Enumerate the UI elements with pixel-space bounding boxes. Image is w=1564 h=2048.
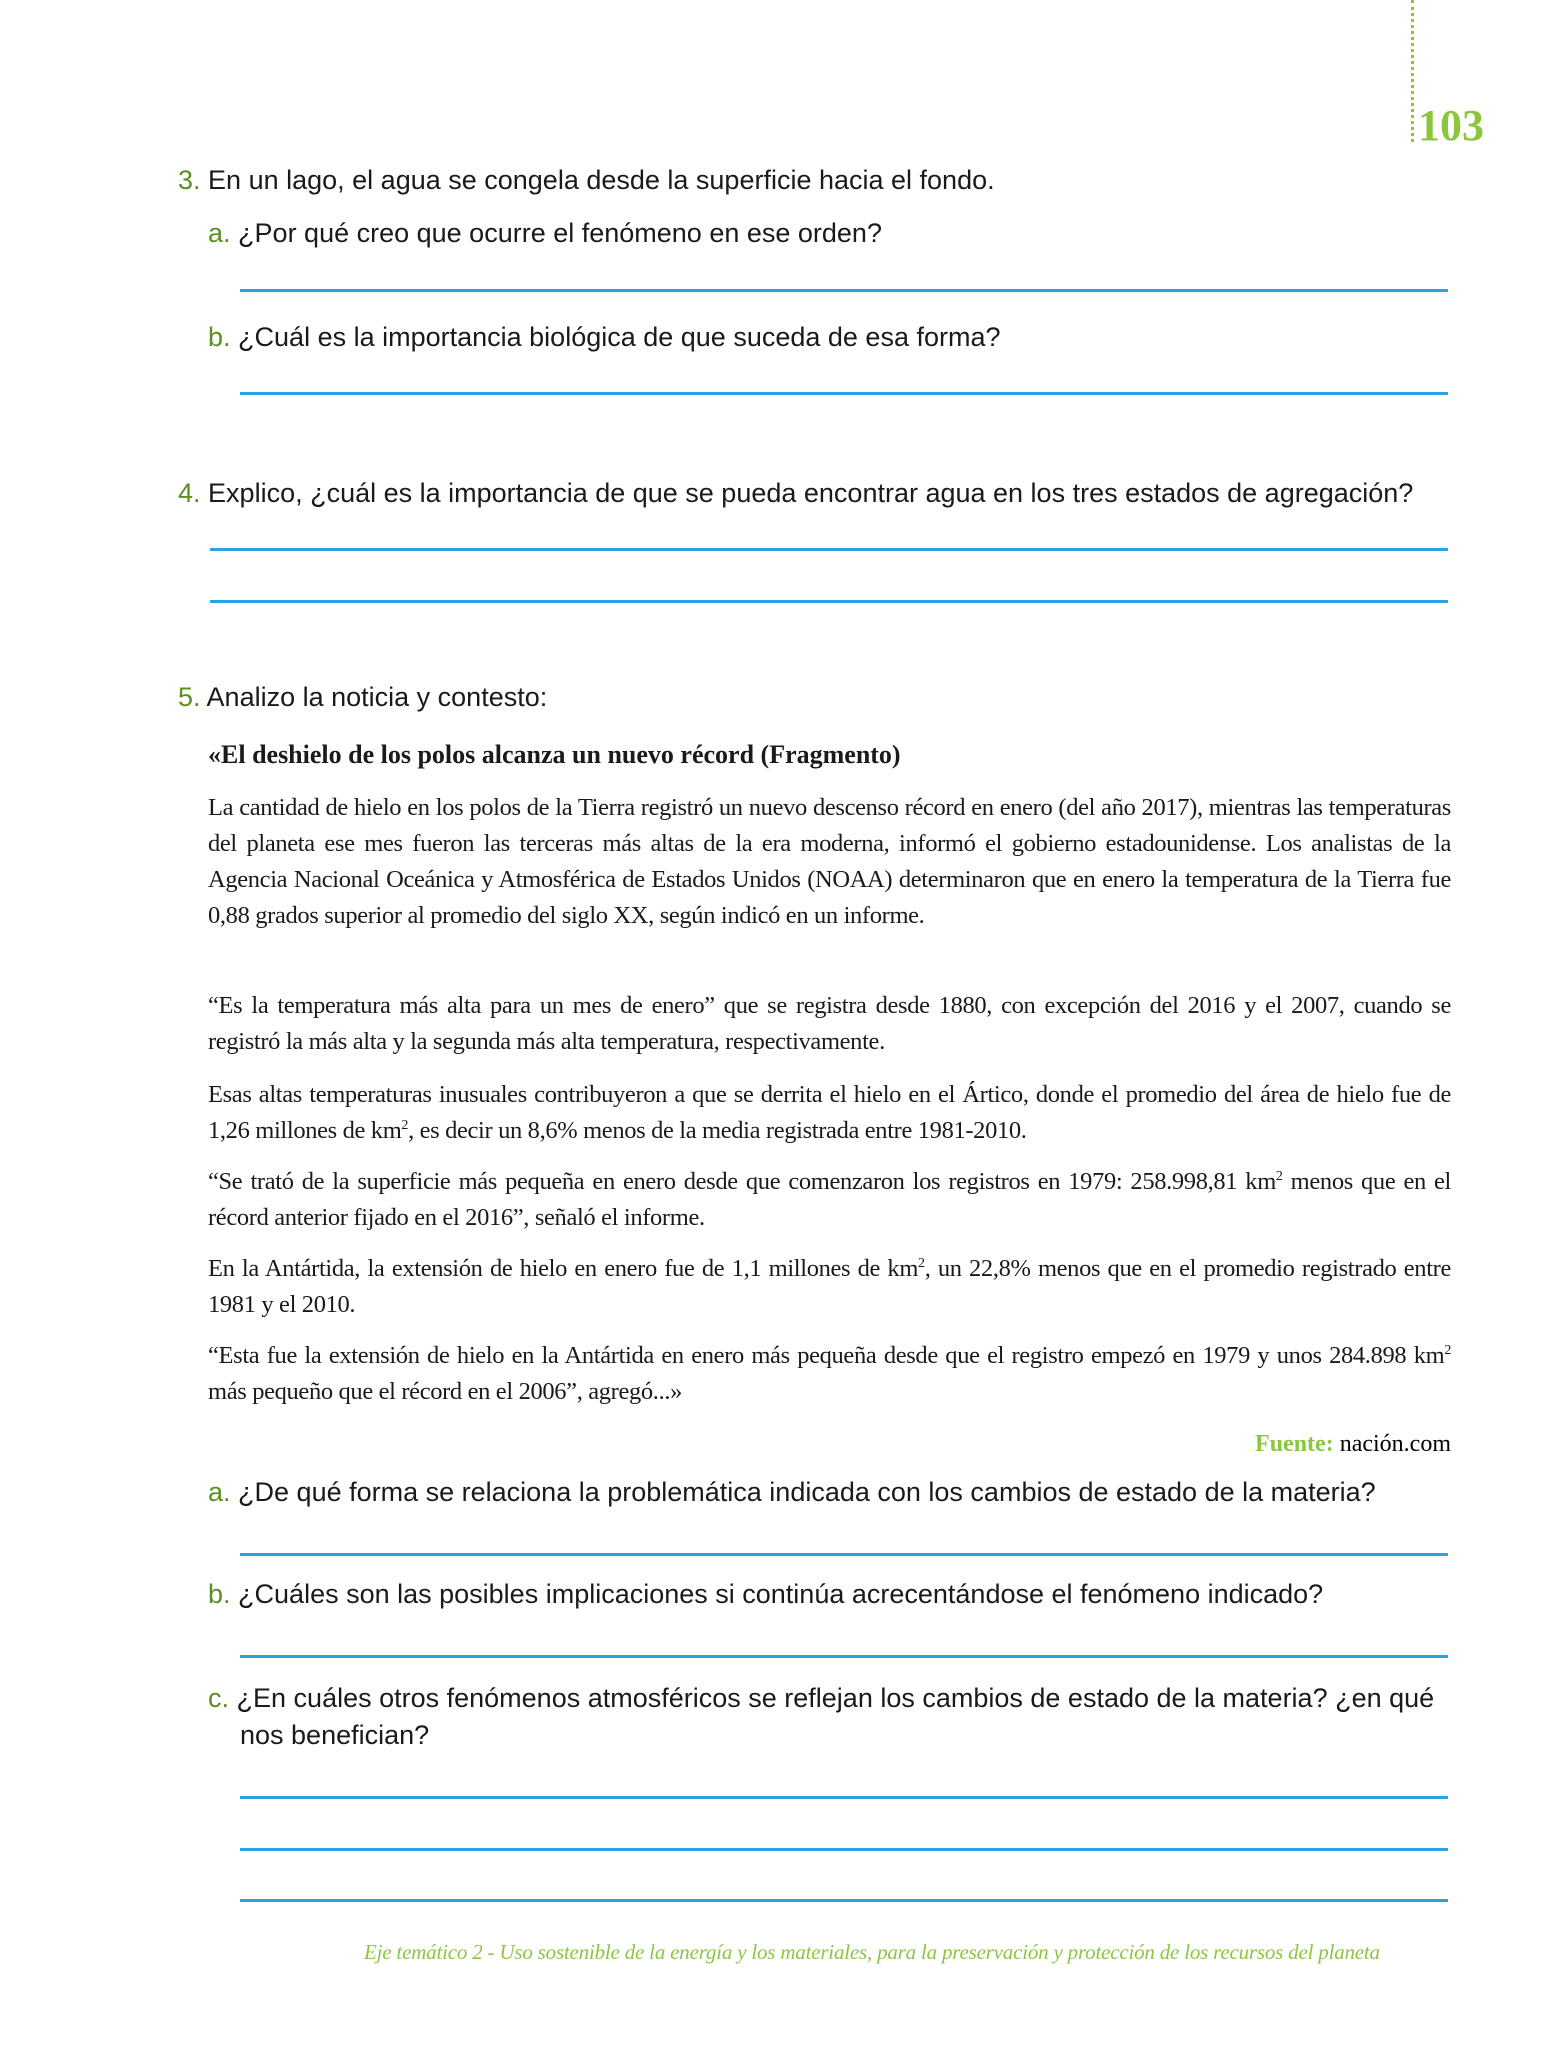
article-paragraph-3-part1: Esas altas temperaturas inusuales contribuyeron a que se derrita el hielo en el Ártico, donde el promedio del área de hielo fue de 1,26 millones de km: [208, 1081, 1451, 1144]
answer-line-4-1[interactable]: [210, 548, 1448, 551]
question-5-text: Analizo la noticia y contesto:: [206, 682, 548, 712]
article-paragraph-4-part2: menos que en el récord anterior fijado en el 2016”, señaló el informe.: [208, 1168, 1452, 1231]
question-3a: [208, 216, 882, 250]
article-paragraph-6: [208, 1338, 1451, 1410]
question-3: [178, 163, 995, 197]
question-5c: [208, 1681, 1434, 1715]
question-4: [178, 476, 1413, 510]
question-4-text: Explico, ¿cuál es la importancia de que se pueda encontrar agua en los tres estados de agregación?: [208, 478, 1414, 508]
article-paragraph-5-part2: , un 22,8% menos que en el promedio registrado entre 1981 y el 2010.: [208, 1255, 1451, 1318]
answer-line-3b[interactable]: [240, 392, 1448, 395]
question-5b: [208, 1577, 1323, 1611]
question-3b-text: ¿Cuál es la importancia biológica de que suceda de esa forma?: [238, 322, 1001, 352]
article-paragraph-3-part2: , es decir un 8,6% menos de la media registrada entre 1981-2010.: [408, 1117, 1027, 1144]
article-title: «El deshielo de los polos alcanza un nuevo récord (Fragmento): [208, 740, 901, 769]
article-source: [1255, 1429, 1451, 1459]
superscript: 2: [401, 1117, 409, 1133]
question-3b: [208, 320, 1001, 354]
question-4-marker: 4.: [178, 478, 201, 508]
question-5a-marker: a.: [208, 1477, 231, 1507]
article-paragraph-4-part1: “Se trató de la superficie más pequeña en enero desde que comenzaron los registros en 1979: 258.998,81 km: [208, 1168, 1276, 1195]
answer-line-5c-2[interactable]: [240, 1848, 1448, 1851]
answer-line-4-2[interactable]: [210, 600, 1448, 603]
question-3-marker: 3.: [178, 165, 201, 195]
answer-line-5a[interactable]: [240, 1553, 1448, 1556]
article-paragraph-6-part2: más pequeño que el récord en el 2006”, agregó...»: [208, 1378, 683, 1405]
superscript: 2: [918, 1255, 925, 1271]
article-paragraph-1: La cantidad de hielo en los polos de la Tierra registró un nuevo descenso récord en enero (del año 2017), mientras las temperaturas del planeta ese mes fueron las terceras más altas de la era moderna, informó el gobierno estadounidense. Los analistas de la Agencia Nacional Oceánica y Atmosférica de Estados Unidos (NOAA) determinaron que en enero la temperatura de la Tierra fue 0,88 grados superior al promedio del siglo XX, según indicó en un informe.: [208, 794, 1451, 929]
page-footer: Eje temático 2 - Uso sostenible de la energía y los materiales, para la preservación y protección de los recursos del planeta: [364, 1940, 1380, 1964]
question-5-marker: 5.: [178, 682, 201, 712]
superscript: 2: [1444, 1342, 1451, 1358]
question-3a-text: ¿Por qué creo que ocurre el fenómeno en ese orden?: [238, 218, 882, 248]
article-paragraph-6-part1: “Esta fue la extensión de hielo en la Antártida en enero más pequeña desde que el registro empezó en 1979 y unos 284.898 km: [208, 1342, 1445, 1369]
header-dotted-rule: [1411, 0, 1414, 142]
question-3-text: En un lago, el agua se congela desde la superficie hacia el fondo.: [208, 165, 995, 195]
question-5a: [208, 1475, 1376, 1509]
question-3a-marker: a.: [208, 218, 231, 248]
question-5b-marker: b.: [208, 1579, 231, 1609]
article-paragraph-2: “Es la temperatura más alta para un mes de enero” que se registra desde 1880, con excepción del 2016 y el 2007, cuando se registró la más alta y la segunda más alta temperatura, respectivamente.: [208, 992, 1451, 1055]
answer-line-5c-1[interactable]: [240, 1796, 1448, 1799]
question-5b-text: ¿Cuáles son las posibles implicaciones si continúa acrecentándose el fenómeno indicado?: [238, 1579, 1324, 1609]
superscript: 2: [1275, 1168, 1283, 1184]
question-5c-text-line1: ¿En cuáles otros fenómenos atmosféricos se reflejan los cambios de estado de la materia? ¿en qué: [236, 1683, 1435, 1713]
answer-line-3a[interactable]: [240, 289, 1448, 292]
article-paragraph-5: [208, 1251, 1451, 1323]
source-label: Fuente:: [1255, 1431, 1334, 1457]
question-5c-continuation: nos benefician?: [240, 1720, 430, 1750]
question-5a-text: ¿De qué forma se relaciona la problemática indicada con los cambios de estado de la materia?: [238, 1477, 1376, 1507]
question-5c-marker: c.: [208, 1683, 230, 1713]
article-paragraph-4: [208, 1164, 1451, 1236]
answer-line-5b[interactable]: [240, 1655, 1448, 1658]
article-paragraph-3: [208, 1077, 1451, 1149]
source-value: nación.com: [1339, 1431, 1451, 1457]
answer-line-5c-3[interactable]: [240, 1899, 1448, 1902]
article-paragraph-5-part1: En la Antártida, la extensión de hielo en enero fue de 1,1 millones de km: [208, 1255, 919, 1282]
question-3b-marker: b.: [208, 322, 231, 352]
page-number: 103: [1418, 101, 1484, 150]
question-5: [178, 680, 547, 714]
